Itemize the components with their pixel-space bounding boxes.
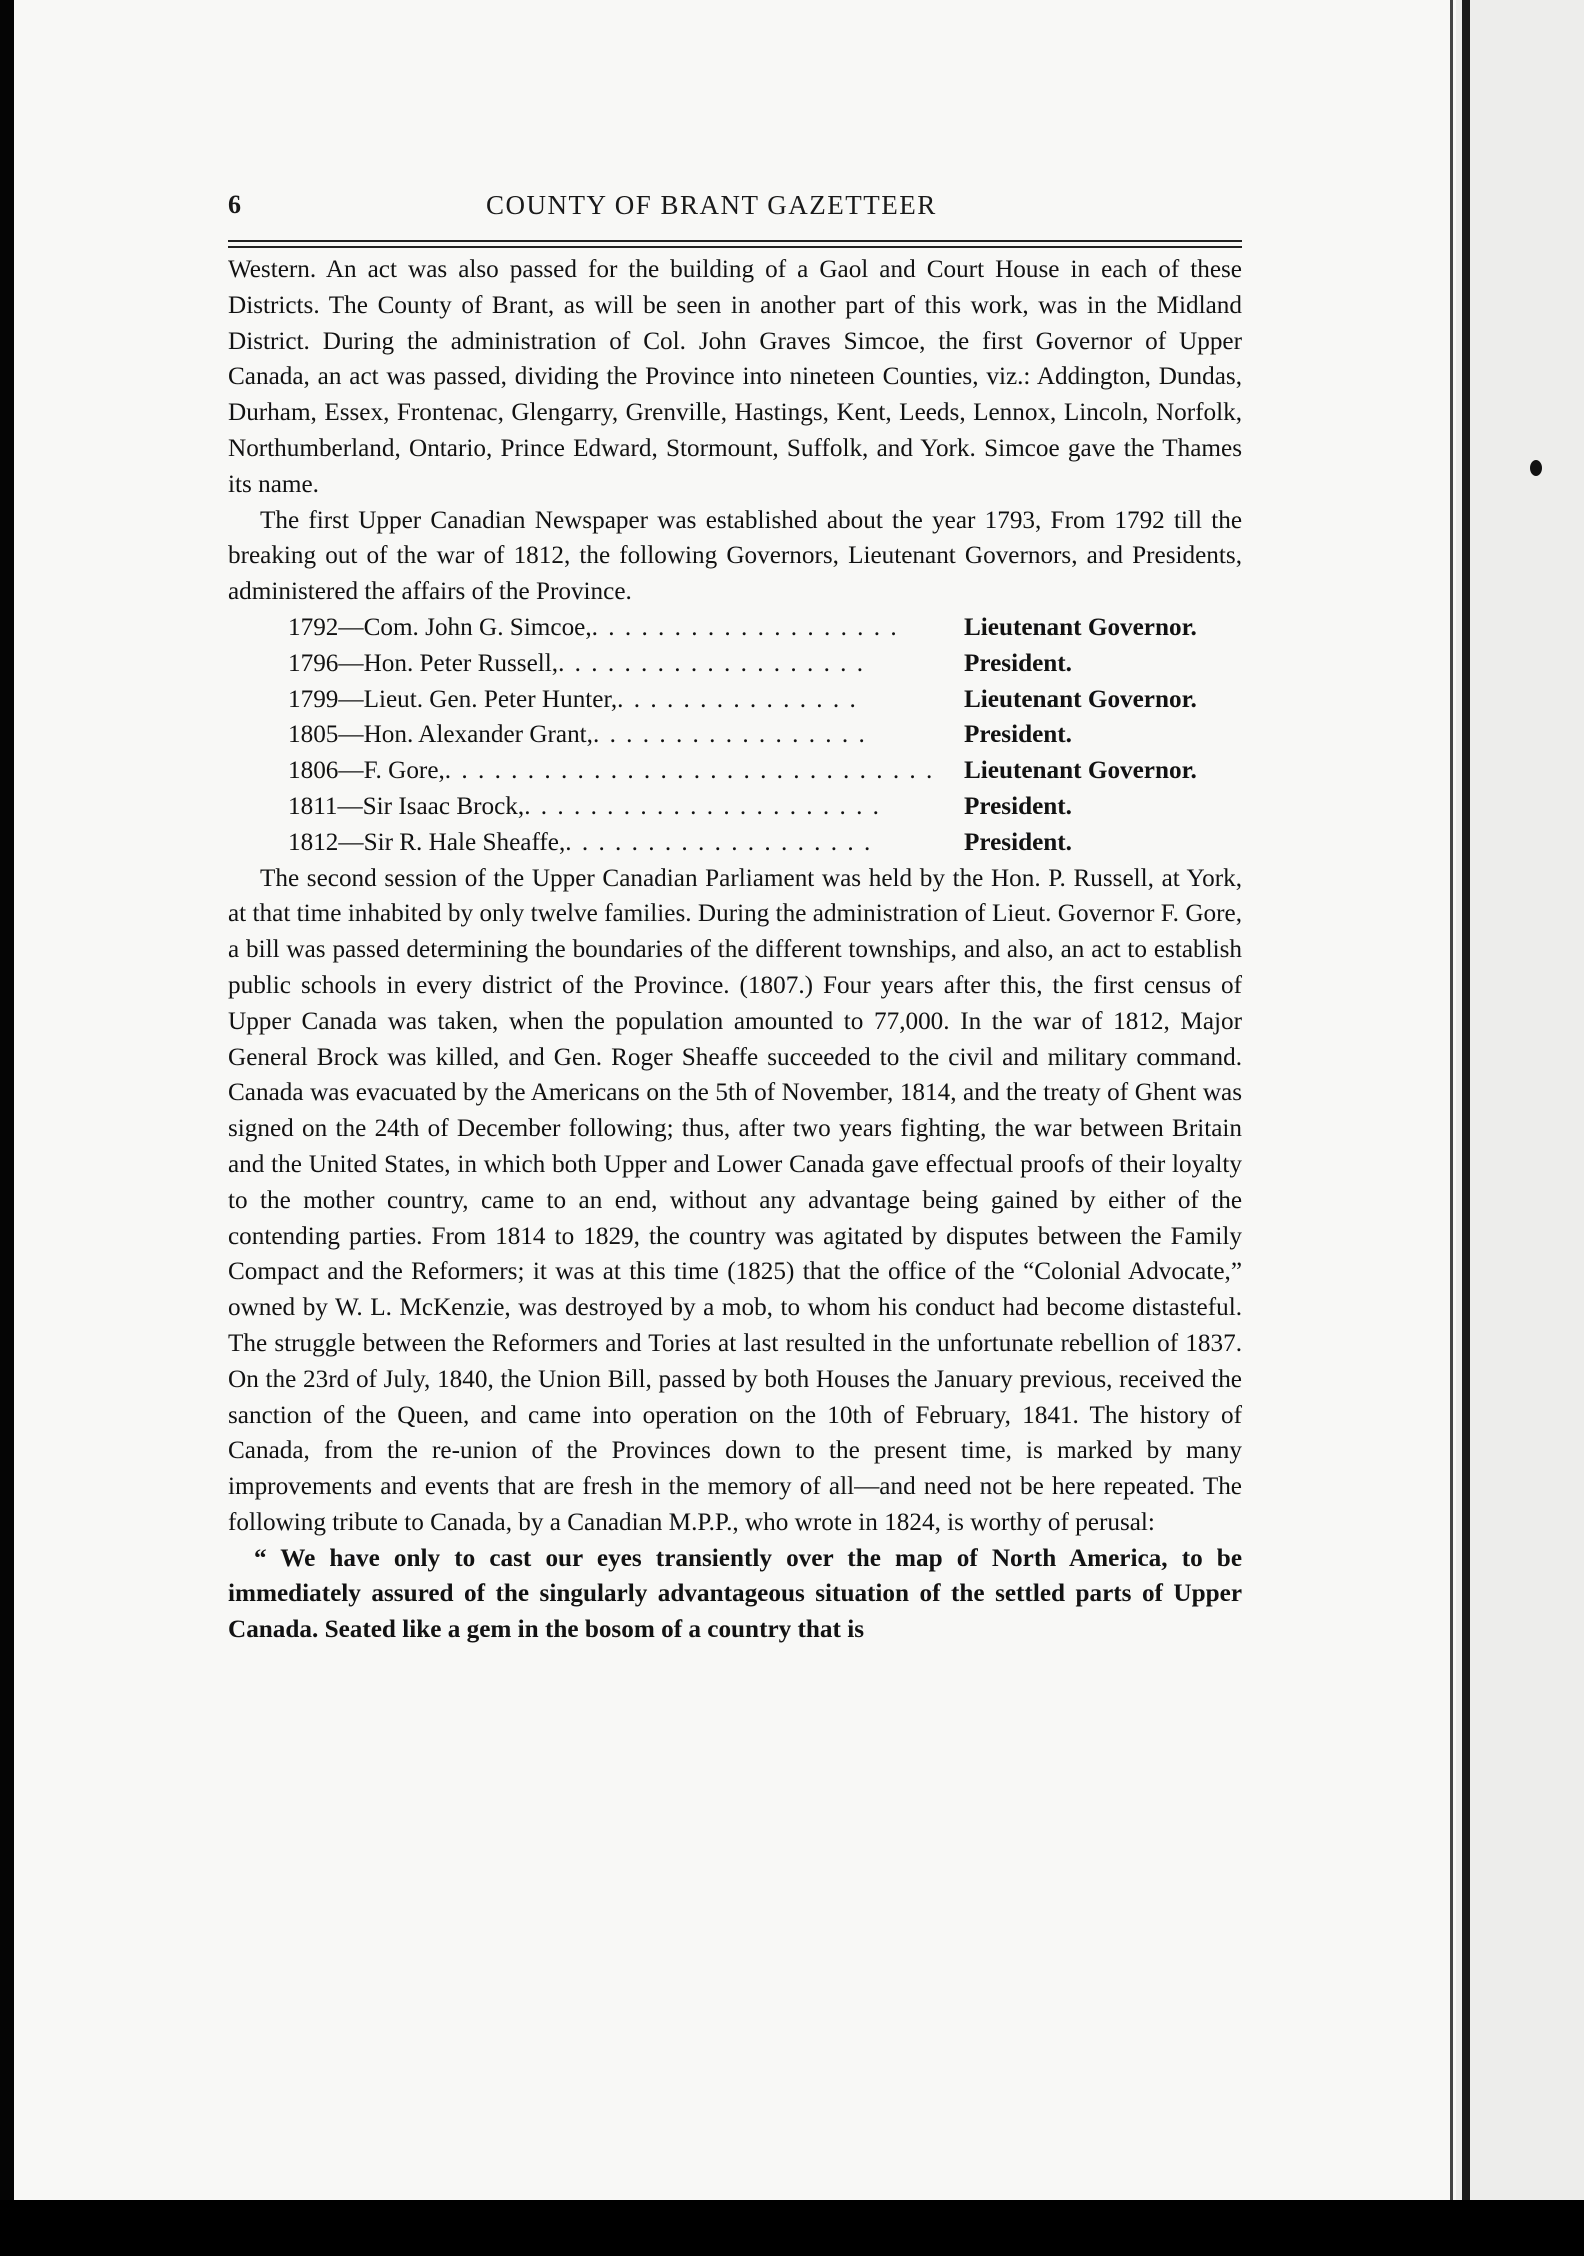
page-gutter-shadow (1450, 0, 1453, 2256)
governor-title: Lieutenant Governor. (964, 613, 1197, 641)
leader-dots: . . . . . . . . . . . . . . . . . . . . . . (524, 792, 881, 820)
page-gutter-line (1462, 0, 1470, 2256)
page-number: 6 (228, 190, 241, 219)
governor-entry: 1805—Hon. Alexander Grant, (288, 721, 593, 749)
body-text (228, 252, 1242, 1648)
leader-dots: . . . . . . . . . . . . . . . . . . . . . . . . . . . . . . (444, 757, 935, 785)
list-item (228, 682, 1242, 718)
governor-entry: 1799—Lieut. Gen. Peter Hunter, (288, 685, 618, 713)
list-item (228, 825, 1242, 861)
governor-entry: 1811—Sir Isaac Brock, (288, 792, 525, 820)
paragraph-western-districts: Western. An act was also passed for the building of a Gaol and Court House in each of these Districts. The County of Brant, as will be seen in another part of this work, was in the Midland District. During the administration of Col. John Graves Simcoe, the first Governor of Upper Canada, an act was passed, dividing the Province into nineteen Counties, viz.: Addington, Dundas, Durham, Essex, Frontenac, Glengarry, Grenville, Hastings, Kent, Leeds, Lennox, Lincoln, Norfolk, Northumberland, Ontario, Prince Edward, Stormount, Suffolk, and York. Simcoe gave the Thames its name. (228, 256, 1242, 498)
leader-dots: . . . . . . . . . . . . . . . (617, 685, 858, 713)
ink-blot-mark (1530, 460, 1542, 476)
list-item (228, 610, 1242, 646)
list-item (228, 789, 1242, 825)
running-title: COUNTY OF BRANT GAZETTEER (486, 190, 937, 220)
facing-page-edge (1456, 0, 1584, 2256)
page-header (228, 190, 1228, 230)
scan-bottom-border (0, 2200, 1584, 2256)
governor-entry: 1796—Hon. Peter Russell, (288, 649, 559, 677)
governor-entry: 1806—F. Gore, (288, 757, 445, 785)
list-item (228, 646, 1242, 682)
governor-title: President. (964, 721, 1072, 749)
leader-dots: . . . . . . . . . . . . . . . . . (592, 721, 867, 749)
leader-dots: . . . . . . . . . . . . . . . . . . . (591, 613, 899, 641)
paragraph-parliament-history: The second session of the Upper Canadian Parliament was held by the Hon. P. Russell, at York, at that time inhabited by only twelve families. During the administration of Lieut. Governor F. Gore, a bill was passed determining the boundaries of the different townships, and also, an act to establish public schools in every district of the Province. (1807.) Four years after this, the first census of Upper Canada was taken, when the population amounted to 77,000. In the war of 1812, Major General Brock was killed, and Gen. Roger Sheaffe succeeded to the civil and military command. Canada was evacuated by the Americans on the 5th of November, 1814, and the treaty of Ghent was signed on the 24th of December following; thus, after two years fighting, the war between Britain and the United States, in which both Upper and Lower Canada gave effectual proofs of their loyalty to the mother country, came to an end, without any advantage being gained by either of the contending parties. From 1814 to 1829, the country was agitated by disputes between the Family Compact and the Reformers; it was at this time (1825) that the office of the “Colonial Advocate,” owned by W. L. McKenzie, was destroyed by a mob, to whom his conduct had become distasteful. The struggle between the Reformers and Tories at last resulted in the unfortunate rebellion of 1837. On the 23rd of July, 1840, the Union Bill, passed by both Houses the January previous, received the sanction of the Queen, and came into operation on the 10th of February, 1841. The history of Canada, from the re-union of the Provinces down to the present time, is marked by many improvements and events that are fresh in the memory of all—and need not be here repeated. The following tribute to Canada, by a Canadian M.P.P., who wrote in 1824, is worthy of perusal: (228, 864, 1242, 1536)
quote-tribute: “ We have only to cast our eyes transiently over the map of North America, to be immediately assured of the singularly advantageous situation of the settled parts of Upper Canada. Seated like a gem in the bosom of a country that is (228, 1544, 1242, 1644)
leader-dots: . . . . . . . . . . . . . . . . . . . (565, 828, 873, 856)
governor-entry: 1792—Com. John G. Simcoe, (288, 613, 592, 641)
governor-title: President. (964, 792, 1072, 820)
governor-title: Lieutenant Governor. (964, 685, 1197, 713)
governor-title: President. (964, 828, 1072, 856)
paragraph-newspaper-governors: The first Upper Canadian Newspaper was established about the year 1793, From 1792 till the breaking out of the war of 1812, the following Governors, Lieutenant Governors, and Presidents, administered the affairs of the Province. (228, 506, 1242, 606)
governors-list (228, 610, 1242, 861)
list-item (228, 717, 1242, 753)
leader-dots: . . . . . . . . . . . . . . . . . . . (558, 649, 866, 677)
governor-title: President. (964, 649, 1072, 677)
header-rule-top (228, 240, 1242, 242)
list-item (228, 753, 1242, 789)
governor-title: Lieutenant Governor. (964, 757, 1197, 785)
governor-entry: 1812—Sir R. Hale Sheaffe, (288, 828, 566, 856)
header-rule-bottom (228, 246, 1242, 248)
